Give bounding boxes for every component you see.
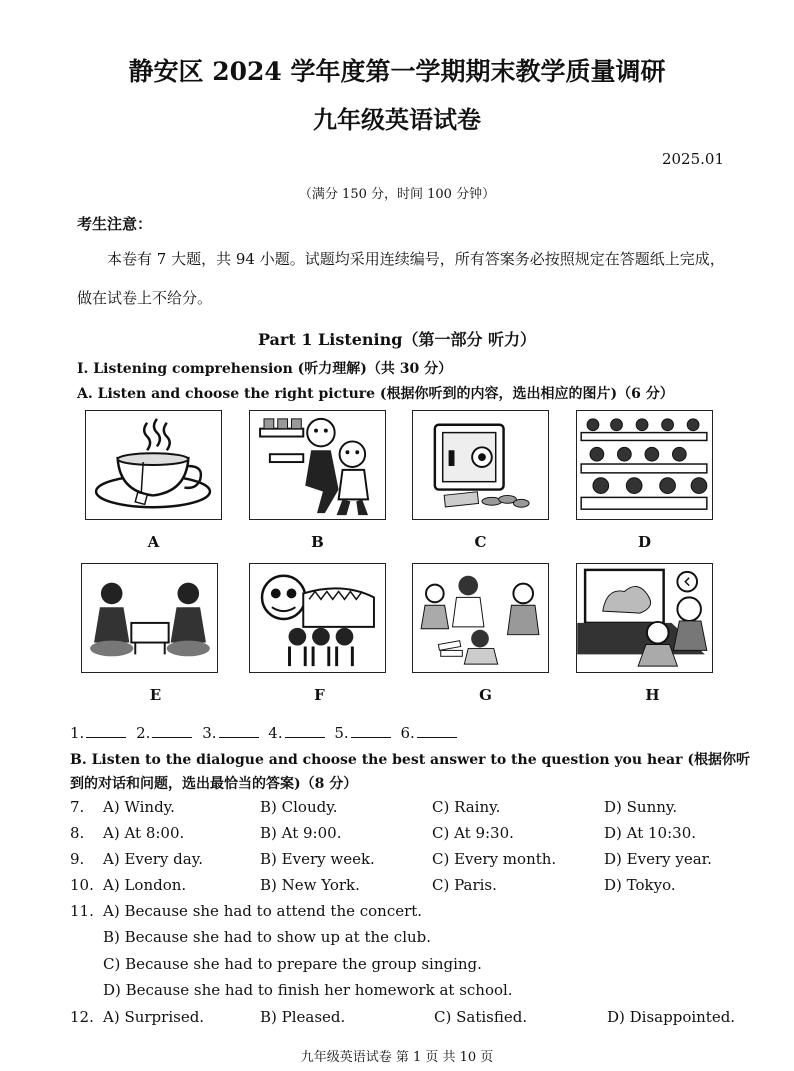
option-a: A) Because she had to attend the concert. xyxy=(103,902,423,920)
picture-label-c: C xyxy=(474,533,487,551)
question-11 xyxy=(0,902,794,924)
picture-label-b: B xyxy=(311,533,324,551)
question-number: 11. xyxy=(70,902,94,920)
option-a: A) Every day. xyxy=(103,850,203,868)
option-b: B) New York. xyxy=(260,876,360,894)
blank-label: 2. xyxy=(136,724,151,742)
part1-title: Part 1 Listening（第一部分 听力） xyxy=(257,330,537,349)
answer-blank-1[interactable] xyxy=(86,723,126,738)
question-7 xyxy=(0,798,794,820)
picture-e xyxy=(81,563,218,673)
picture-label-g: G xyxy=(479,686,492,704)
blank-label: 6. xyxy=(400,724,415,742)
picture-c xyxy=(412,410,549,520)
lion-dance-icon xyxy=(250,564,385,672)
section-heading-listening: I. Listening comprehension (听力理解)（共 30 分） xyxy=(77,361,453,377)
option-d: D) At 10:30. xyxy=(604,824,697,842)
classroom-icon xyxy=(577,411,712,519)
watching-tv-icon xyxy=(577,564,712,672)
notice-text: 本卷有 7 大题，共 94 小题。试题均采用连续编号，所有答案务必按照规定在答题纸上完成，做在试卷上不给分。 xyxy=(77,250,725,307)
answer-blanks xyxy=(70,723,462,742)
question-number: 10. xyxy=(70,876,94,894)
exam-title: 静安区 2024 学年度第一学期期末教学质量调研 xyxy=(128,57,666,86)
answer-blank-3[interactable] xyxy=(219,723,259,738)
children-reading-icon xyxy=(413,564,548,672)
answer-blank-4[interactable] xyxy=(285,723,325,738)
option-a: A) At 8:00. xyxy=(103,824,185,842)
picture-h xyxy=(576,563,713,673)
page-footer: 九年级英语试卷 第 1 页 共 10 页 xyxy=(300,1050,494,1065)
answer-blank-6[interactable] xyxy=(417,723,457,738)
exam-date: 2025.01 xyxy=(661,150,724,168)
option-b: B) Because she had to show up at the club. xyxy=(103,928,432,946)
picture-a xyxy=(85,410,222,520)
question-11-option-b-row xyxy=(0,928,794,950)
section-a-heading: A. Listen and choose the right picture (根据你听到的内容，选出相应的图片)（6 分） xyxy=(77,386,674,402)
picture-b xyxy=(249,410,386,520)
option-d: D) Sunny. xyxy=(604,798,678,816)
waiters-icon xyxy=(250,411,385,519)
exam-subtitle: 九年级英语试卷 xyxy=(313,105,481,134)
score-time-note: （满分 150 分，时间 100 分钟） xyxy=(298,187,496,202)
question-12 xyxy=(0,1008,794,1030)
option-b: B) Cloudy. xyxy=(260,798,338,816)
blank-label: 3. xyxy=(202,724,217,742)
option-d: D) Because she had to finish her homework at school. xyxy=(103,981,513,999)
option-a: A) Windy. xyxy=(103,798,175,816)
teacup-icon xyxy=(86,411,221,519)
question-number: 12. xyxy=(70,1008,94,1026)
notice-heading: 考生注意： xyxy=(77,215,153,233)
picture-label-d: D xyxy=(637,533,651,551)
option-b: B) At 9:00. xyxy=(260,824,342,842)
option-c: C) At 9:30. xyxy=(432,824,514,842)
question-10 xyxy=(0,876,794,898)
safe-icon xyxy=(413,411,548,519)
question-number: 8. xyxy=(70,824,85,842)
question-9 xyxy=(0,850,794,872)
option-c: C) Every month. xyxy=(432,850,557,868)
option-c: C) Satisfied. xyxy=(434,1008,528,1026)
option-b: B) Pleased. xyxy=(260,1008,346,1026)
blank-label: 5. xyxy=(334,724,349,742)
option-a: A) London. xyxy=(103,876,187,894)
section-b-heading: B. Listen to the dialogue and choose the best answer to the question you hear (根据你听到的对话和问题，选出最恰当的答案)（8 分） xyxy=(70,752,750,792)
blank-label: 1. xyxy=(70,724,85,742)
option-c: C) Because she had to prepare the group singing. xyxy=(103,955,482,973)
question-number: 7. xyxy=(70,798,85,816)
option-d: D) Every year. xyxy=(604,850,712,868)
picture-d xyxy=(576,410,713,520)
answer-blank-2[interactable] xyxy=(152,723,192,738)
option-a: A) Surprised. xyxy=(103,1008,205,1026)
question-11-option-c-row xyxy=(0,955,794,977)
question-11-option-d-row xyxy=(0,981,794,1003)
picture-label-a: A xyxy=(147,533,160,551)
option-c: C) Rainy. xyxy=(432,798,501,816)
picture-label-f: F xyxy=(314,686,325,704)
option-d: D) Disappointed. xyxy=(607,1008,736,1026)
question-8 xyxy=(0,824,794,846)
question-number: 9. xyxy=(70,850,85,868)
picture-f xyxy=(249,563,386,673)
picture-g xyxy=(412,563,549,673)
option-b: B) Every week. xyxy=(260,850,375,868)
picture-label-e: E xyxy=(149,686,162,704)
chess-players-icon xyxy=(82,564,217,672)
option-d: D) Tokyo. xyxy=(604,876,676,894)
option-c: C) Paris. xyxy=(432,876,497,894)
answer-blank-5[interactable] xyxy=(351,723,391,738)
blank-label: 4. xyxy=(268,724,283,742)
picture-label-h: H xyxy=(645,686,660,704)
